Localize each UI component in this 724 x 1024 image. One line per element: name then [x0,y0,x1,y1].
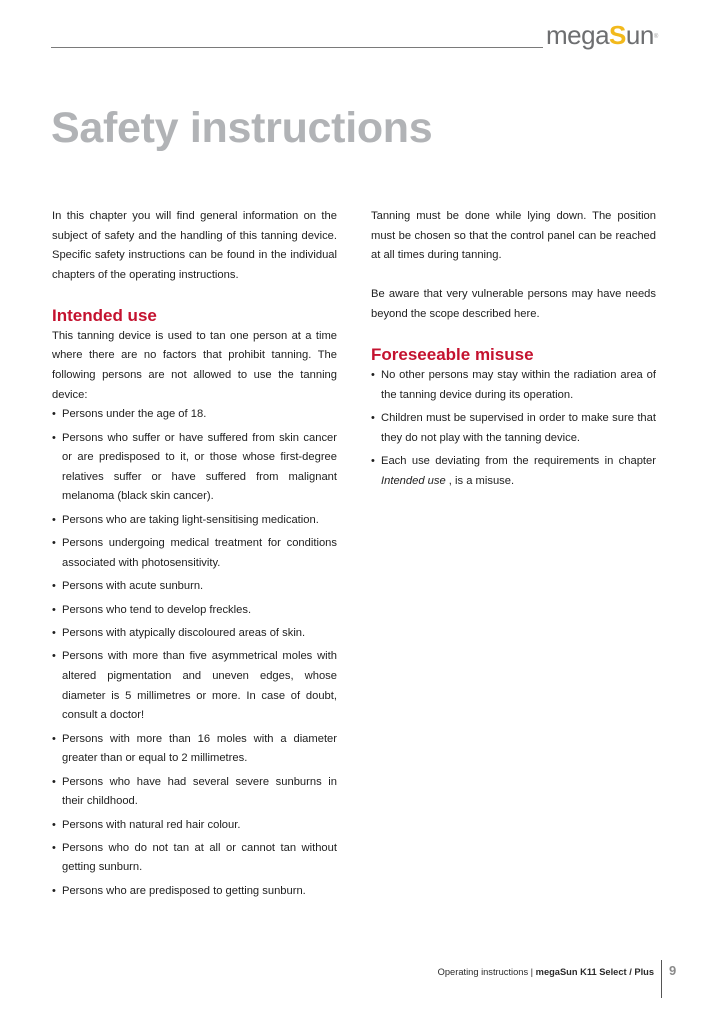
bullet-icon: • [52,841,56,854]
footer-divider [661,960,662,998]
bullet-icon: • [52,775,56,788]
list-item-text: No other persons may stay within the radiation area of the tanning device during its operation. [381,368,656,401]
bullet-icon: • [371,454,375,467]
bullet-icon: • [52,884,56,897]
list-item-text: Persons with more than 16 moles with a diameter greater than or equal to 2 millimetres. [62,732,337,765]
list-item [371,409,656,448]
right-column [371,207,656,491]
prohibited-persons-list [52,405,337,901]
list-item [52,429,337,507]
list-item-text: Persons who suffer or have suffered from skin cancer or are predisposed to it, or those whose first-degree relatives suffer or have suffered from malignant melanoma (black skin cancer). [62,431,337,503]
logo-suffix: un [625,20,654,50]
vulnerable-persons-paragraph: Be aware that very vulnerable persons may have needs beyond the scope described here. [371,288,656,320]
bullet-icon: • [52,603,56,616]
list-item-text: Persons under the age of 18. [62,408,207,421]
list-item [52,601,337,621]
intended-use-heading: Intended use [52,305,157,325]
list-item [371,366,656,405]
logo-prefix: mega [546,20,610,50]
list-item [52,882,337,902]
page-number: 9 [669,963,677,978]
lying-down-paragraph: Tanning must be done while lying down. The position must be chosen so that the control panel can be reached at all times during tanning. [371,210,656,262]
list-item-text: Persons who tend to develop freckles. [62,603,252,616]
bullet-icon: • [52,650,56,663]
list-item-text: Persons who have had several severe sunburns in their childhood. [62,775,337,808]
intended-use-body: This tanning device is used to tan one person at a time where there are no factors that prohibit tanning. The following persons are not allowed to use the tanning device: [52,329,337,401]
bullet-icon: • [52,580,56,593]
intended-use-reference-link[interactable]: Intended use [381,474,446,487]
left-column [52,207,337,901]
bullet-icon: • [52,818,56,831]
bullet-icon: • [371,368,375,381]
list-item-text: Persons with atypically discoloured areas of skin. [62,626,306,639]
list-item [52,839,337,878]
list-item [52,816,337,836]
list-item-text: Persons with acute sunburn. [62,580,204,593]
list-item [52,405,337,425]
footer-label [438,965,654,979]
megasun-logo [546,20,658,50]
footer-product-name: megaSun K11 Select / Plus [535,967,654,977]
list-item-text: Persons with natural red hair colour. [62,818,241,831]
list-item [52,624,337,644]
logo-sun-s: S [609,20,626,50]
list-item [52,577,337,597]
list-item [52,773,337,812]
intro-paragraph: In this chapter you will find general information on the subject of safety and the handling of this tanning device. Specific safety instructions can be found in the individual chapters of the operating instructions. [52,210,337,281]
list-item-text: Persons who do not tan at all or cannot tan without getting sunburn. [62,841,337,874]
bullet-icon: • [52,431,56,444]
footer-doc-label: Operating instructions | [437,967,536,977]
bullet-icon: • [52,537,56,550]
bullet-icon: • [52,626,56,639]
list-item-text: Persons with more than five asymmetrical moles with altered pigmentation and uneven edges, whose diameter is 5 millimetres or more. In case of doubt, consult a doctor! [62,650,337,722]
list-item [52,647,337,725]
list-item-text: Persons who are predisposed to getting sunburn. [62,884,306,897]
list-item-text: Each use deviating from the requirements in chapter [381,454,656,467]
header-rule [51,47,543,48]
list-item [52,534,337,573]
bullet-icon: • [52,408,56,421]
registered-mark: ® [653,34,658,40]
bullet-icon: • [371,411,375,424]
list-item-text: Persons undergoing medical treatment for conditions associated with photosensitivity. [62,537,337,569]
misuse-list [371,366,656,491]
list-item-text: Persons who are taking light-sensitising medication. [62,513,319,526]
list-item [371,452,656,491]
page-title: Safety instructions [51,104,433,152]
list-item-text: Children must be supervised in order to make sure that they do not play with the tanning device. [381,411,656,444]
list-item-text-end: , is a misuse. [445,474,515,487]
bullet-icon: • [52,513,56,526]
foreseeable-misuse-heading: Foreseeable misuse [371,344,534,364]
bullet-icon: • [52,732,56,745]
list-item [52,511,337,531]
list-item [52,730,337,769]
